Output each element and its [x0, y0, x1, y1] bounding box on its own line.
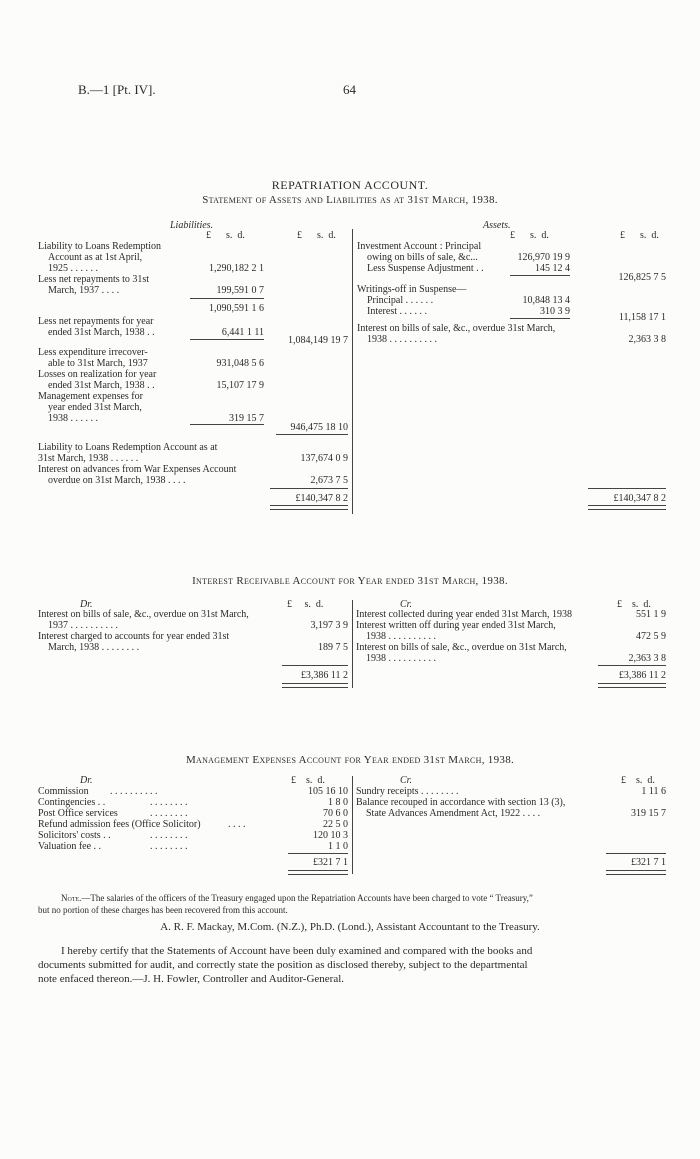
currency-header: £ s. d.	[620, 230, 659, 241]
mgmt-cr-balance-amount: 319 15 7	[631, 808, 666, 819]
interest-cr-collected-amount: 551 1 9	[636, 609, 666, 620]
mgmt-dr-total: £321 7 1	[313, 857, 348, 868]
interest-dr-charged-amount: 189 7 5	[318, 642, 348, 653]
liabilities-heading: Liabilities.	[170, 220, 214, 231]
net-repayments-1937-label: Less net repayments to 31st March, 1937 . . . .	[38, 274, 150, 296]
currency-header: £ s. d.	[291, 775, 325, 786]
interest-cr-collected-label: Interest collected during year ended 31st March, 1938	[356, 609, 573, 620]
mgmt-dr-valuation-amount: 1 1 0	[328, 841, 348, 852]
currency-header: £ s. d.	[617, 599, 651, 610]
rule	[282, 665, 348, 666]
rule	[190, 298, 264, 299]
mgmt-dr-refund-fees: Refund admission fees (Office Solicitor)	[38, 819, 201, 830]
debit-heading: Dr.	[80, 599, 93, 610]
interest-dr-bills-label: Interest on bills of sale, &c., overdue on 31st March, 1937 . . . . . . . . . .	[38, 609, 249, 631]
currency-header: £ s. d.	[621, 775, 655, 786]
interest-war-expenses-amount: 2,673 7 5	[310, 475, 348, 486]
subtotal-amount: 1,090,591 1 6	[209, 303, 264, 314]
rule	[510, 275, 570, 276]
double-rule	[270, 505, 348, 510]
liability-closing-label: Liability to Loans Redemption Account as at 31st March, 1938 . . . . . .	[38, 442, 218, 464]
dot-leader: . . . . . . . .	[150, 797, 188, 808]
currency-header: £ s. d.	[510, 230, 549, 241]
dot-leader: . . . . . . . .	[150, 808, 188, 819]
losses-realization-amount: 15,107 17 9	[216, 380, 264, 391]
interest-cr-overdue-amount: 2,363 3 8	[628, 653, 666, 664]
dot-leader: . . . . . . . . . .	[110, 786, 158, 797]
double-rule	[598, 683, 666, 688]
page-number: 64	[343, 82, 356, 97]
rule	[288, 853, 348, 854]
mgmt-dr-contingencies-amount: 1 8 0	[328, 797, 348, 808]
mgmt-dr-post-office-amount: 70 6 0	[323, 808, 348, 819]
double-rule	[588, 505, 666, 510]
debit-heading: Dr.	[80, 775, 93, 786]
net-repayments-1938-label: Less net repayments for year ended 31st March, 1938 . .	[38, 316, 155, 338]
currency-header: £ s. d.	[287, 599, 324, 610]
mgmt-cr-total: £321 7 1	[631, 857, 666, 868]
currency-header: £ s. d.	[206, 230, 245, 241]
writings-off-interest-amount: 310 3 9	[540, 306, 570, 317]
investment-principal-amount: 126,970 19 9	[517, 252, 570, 263]
mgmt-dr-contingencies: Contingencies . .	[38, 797, 106, 808]
column-divider	[352, 600, 353, 688]
rule	[510, 318, 570, 319]
page-ref: B.—1 [Pt. IV].	[78, 82, 156, 97]
investment-account-label: Investment Account : Principal owing on bills of sale, &c... Less Suspense Adjustment . .	[357, 241, 484, 274]
interest-dr-bills-amount: 3,197 3 9	[310, 620, 348, 631]
rule	[270, 488, 348, 489]
rule	[606, 853, 666, 854]
liability-closing-amount: 137,674 0 9	[300, 453, 348, 464]
interest-dr-total: £3,386 11 2	[300, 670, 348, 681]
interest-cr-written-off-amount: 472 5 9	[636, 631, 666, 642]
writings-off-principal-amount: 10,848 13 4	[522, 295, 570, 306]
net-repayments-1937-amount: 199,591 0 7	[216, 285, 264, 296]
investment-net-amount: 126,825 7 5	[618, 272, 666, 283]
mgmt-dr-commission: Commission	[38, 786, 89, 797]
mgmt-dr-solicitors: Solicitors' costs . .	[38, 830, 111, 841]
currency-header: £ s. d.	[297, 230, 336, 241]
certificate-line-2: documents submitted for audit, and correctly state the position as disclosed thereby, subject to the departmental	[38, 959, 528, 971]
interest-cr-total: £3,386 11 2	[618, 670, 666, 681]
repatriation-title: REPATRIATION ACCOUNT.	[271, 178, 429, 192]
assets-heading: Assets.	[483, 220, 511, 231]
credit-heading: Cr.	[400, 775, 412, 786]
writings-off-total-amount: 11,158 17 1	[618, 312, 666, 323]
double-rule	[282, 683, 348, 688]
management-expenses-label: Management expenses for year ended 31st March, 1938 . . . . . .	[38, 391, 143, 424]
rule	[588, 488, 666, 489]
expenditure-irrecoverable-amount: 931,048 5 6	[216, 358, 264, 369]
deductions-total-amount: 946,475 18 10	[290, 422, 348, 433]
liabilities-total: £140,347 8 2	[295, 493, 348, 504]
assets-total: £140,347 8 2	[613, 493, 666, 504]
credit-heading: Cr.	[400, 599, 412, 610]
writings-off-label: Writings-off in Suspense— Principal . . . . . . Interest . . . . . .	[357, 284, 467, 317]
interest-dr-charged-label: Interest charged to accounts for year ended 31st March, 1938 . . . . . . . .	[38, 631, 230, 653]
repatriation-subtitle: Statement of Assets and Liabilities as at 31st March, 1938.	[202, 194, 498, 206]
management-title: Management Expenses Account for Year ended 31st March, 1938.	[185, 754, 515, 766]
net-repayments-1938-amount: 6,441 1 11	[221, 327, 264, 338]
note-line-1: Note.—The salaries of the officers of the Treasury engaged upon the Repatriation Accounts have been charged to vote “ Treasury,”	[61, 893, 533, 903]
double-rule	[288, 870, 348, 875]
rule	[190, 424, 264, 425]
suspense-adjustment-amount: 145 12 4	[535, 263, 570, 274]
liability-opening-amount: 1,290,182 2 1	[209, 263, 264, 274]
interest-cr-overdue-label: Interest on bills of sale, &c., overdue on 31st March, 1938 . . . . . . . . . .	[356, 642, 567, 664]
interest-title: Interest Receivable Account for Year ended 31st March, 1938.	[192, 575, 508, 587]
mgmt-cr-sundry: Sundry receipts . . . . . . . .	[356, 786, 459, 797]
mgmt-dr-commission-amount: 105 16 10	[308, 786, 348, 797]
mgmt-cr-sundry-amount: 1 11 6	[641, 786, 666, 797]
dot-leader: . . . .	[228, 819, 246, 830]
mgmt-dr-post-office: Post Office services	[38, 808, 118, 819]
interest-war-expenses-label: Interest on advances from War Expenses Account overdue on 31st March, 1938 . . . .	[38, 464, 237, 486]
interest-bills-of-sale-amount: 2,363 3 8	[628, 334, 666, 345]
column-divider	[352, 229, 353, 514]
rule	[276, 434, 348, 435]
dot-leader: . . . . . . . .	[150, 830, 188, 841]
interest-cr-written-off-label: Interest written off during year ended 31st March, 1938 . . . . . . . . . .	[356, 620, 556, 642]
certificate-line-1: I hereby certify that the Statements of Account have been duly examined and compared with the books and	[61, 945, 533, 957]
signature-line: A. R. F. Mackay, M.Com. (N.Z.), Ph.D. (Lond.), Assistant Accountant to the Treasury.	[160, 921, 540, 933]
liability-net-amount: 1,084,149 19 7	[288, 335, 348, 346]
certificate-line-3: note enfaced thereon.—J. H. Fowler, Controller and Auditor-General.	[38, 973, 345, 985]
losses-realization-label: Losses on realization for year ended 31st March, 1938 . .	[38, 369, 157, 391]
note-line-2: but no portion of these charges has been recovered from this account.	[38, 905, 288, 915]
rule	[598, 665, 666, 666]
expenditure-irrecoverable-label: Less expenditure irrecover- able to 31st March, 1937	[38, 347, 148, 369]
mgmt-cr-balance: Balance recouped in accordance with section 13 (3), State Advances Amendment Act, 1922 . . . .	[356, 797, 566, 819]
column-divider	[352, 776, 353, 874]
dot-leader: . . . . . . . .	[150, 841, 188, 852]
mgmt-dr-refund-fees-amount: 22 5 0	[323, 819, 348, 830]
mgmt-dr-solicitors-amount: 120 10 3	[313, 830, 348, 841]
double-rule	[606, 870, 666, 875]
liability-opening-label: Liability to Loans Redemption Account as at 1st April, 1925 . . . . . .	[38, 241, 162, 274]
rule	[190, 339, 264, 340]
management-expenses-amount: 319 15 7	[229, 413, 264, 424]
mgmt-dr-valuation: Valuation fee . .	[38, 841, 102, 852]
interest-bills-of-sale-label: Interest on bills of sale, &c., overdue 31st March, 1938 . . . . . . . . . .	[357, 323, 556, 345]
